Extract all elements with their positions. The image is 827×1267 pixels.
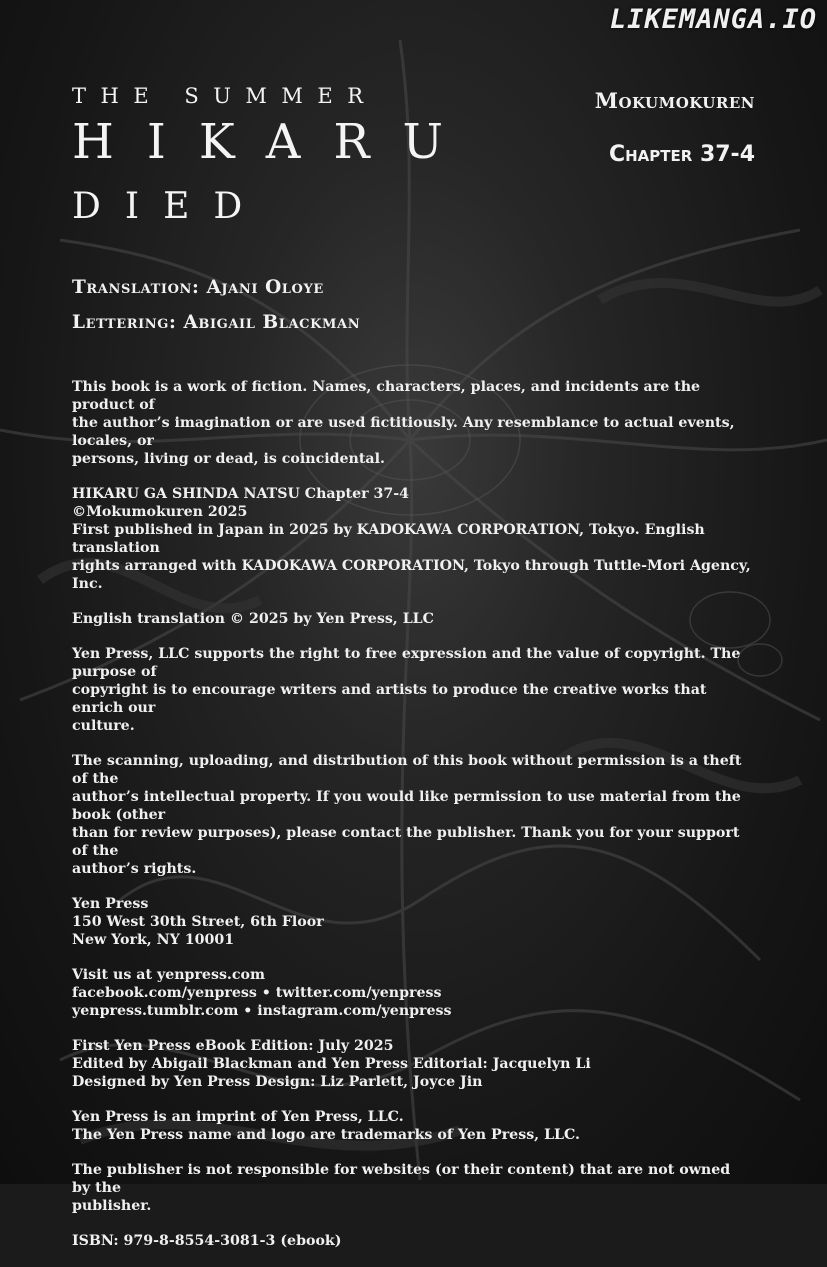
imprint-notice: Yen Press is an imprint of Yen Press, LLC. The Yen Press name and logo are trademarks of Yen Press, LLC. — [72, 1109, 580, 1143]
copyright-statement: Yen Press, LLC supports the right to free expression and the value of copyright. The purpose of copyright is to encourage writers and artists to produce the creative works that enrich our culture. — [72, 646, 741, 734]
credit-lettering: Lettering: Abigail Blackman — [72, 312, 361, 333]
credit-translation: Translation: Ajani Oloye — [72, 277, 324, 298]
title-line-2: HIKARU — [72, 114, 476, 170]
piracy-notice: The scanning, uploading, and distribution of this book without permission is a theft of the author’s intellectual property. If you would like permission to use material from the book (other than for review purposes), please contact the publisher. Thank you for your support of the author’s rights. — [72, 753, 742, 877]
original-publication: HIKARU GA SHINDA NATSU Chapter 37-4 ©Mokumokuren 2025 First published in Japan in 2025 by KADOKAWA CORPORATION, Tokyo. English translation rights arranged with KADOKAWA CORPORATION, Tokyo through Tuttle-Mori Agency, Inc. — [72, 486, 751, 592]
website-disclaimer: The publisher is not responsible for websites (or their content) that are not owned by the publisher. — [72, 1162, 731, 1214]
title-line-1: THE SUMMER — [72, 84, 378, 108]
fiction-disclaimer: This book is a work of fiction. Names, characters, places, and incidents are the product of the author’s imagination or are used fictitiously. Any resemblance to actual events, locales, or persons, living or dead, is coincidental. — [72, 379, 735, 467]
chapter-label: Chapter 37-4 — [608, 142, 755, 167]
author-name: Mokumokuren — [594, 88, 755, 113]
site-watermark: LIKEMANGA.IO — [609, 4, 817, 35]
publisher-links: Visit us at yenpress.com facebook.com/yenpress • twitter.com/yenpress yenpress.tumblr.com • instagram.com/yenpress — [72, 967, 452, 1019]
copyright-text — [72, 378, 752, 1267]
edition-credits: First Yen Press eBook Edition: July 2025 Edited by Abigail Blackman and Yen Press Editorial: Jacquelyn Li Designed by Yen Press Design: Liz Parlett, Joyce Jin — [72, 1038, 591, 1090]
title-line-3: DIED — [72, 186, 267, 227]
isbn: ISBN: 979-8-8554-3081-3 (ebook) — [72, 1233, 342, 1249]
translation-copyright: English translation © 2025 by Yen Press, LLC — [72, 611, 434, 627]
publisher-address: Yen Press 150 West 30th Street, 6th Floor New York, NY 10001 — [72, 896, 324, 948]
